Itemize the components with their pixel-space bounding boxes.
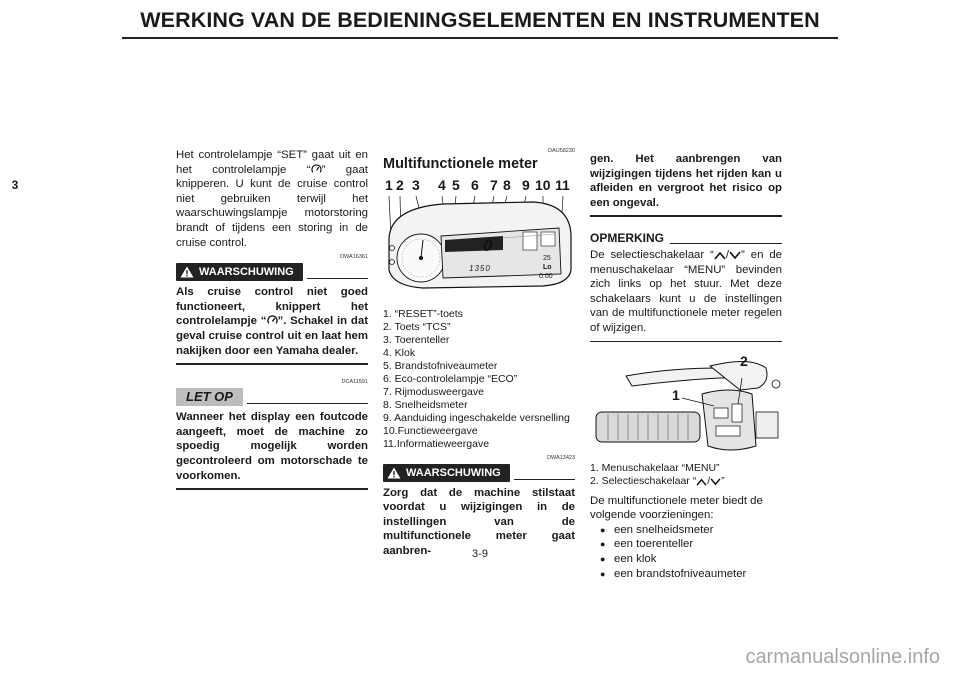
legend-item: 2. Selectieschakelaar “ / ” [590, 474, 725, 487]
cruise-control-icon [311, 164, 322, 175]
list-item: ● een klok [600, 552, 782, 567]
callout-11: 11 [555, 176, 570, 193]
list-item: ● een snelheidsmeter [600, 523, 782, 538]
speed-readout: 0 [483, 235, 493, 255]
note-header [590, 231, 782, 246]
chevron-down-icon [710, 478, 721, 486]
callout-5: 5 [452, 176, 460, 193]
legend-item: 8. Snelheidsmeter [383, 398, 468, 411]
legend-item: 11.Informatieweergave [383, 437, 490, 450]
info-readout-top: 25 [543, 254, 551, 262]
caution-rule [247, 403, 368, 404]
note-end-rule [590, 341, 782, 342]
caution-code: DCA11591 [341, 379, 368, 386]
callout-8: 8 [503, 176, 511, 193]
legend-item: 1. “RESET”-toets [383, 307, 463, 320]
meter-figure [383, 178, 575, 298]
note-text: De selectieschakelaar “ / ” en de menuschakelaar “MENU” bevinden zich links op het stuur. Met deze schakelaars kunt u de instellingen van de multifunctionele meter regelen of wijzigen. [590, 248, 782, 334]
warning-label: WAARSCHUWING [176, 263, 303, 281]
chevron-down-icon [729, 251, 741, 260]
column-right [590, 152, 782, 581]
legend-item: 6. Eco-controlelampje “ECO” [383, 372, 518, 385]
caution-header [176, 388, 368, 406]
warning-triangle-icon [180, 266, 194, 278]
handlebar-legend [590, 462, 782, 488]
chevron-up-icon [696, 478, 707, 486]
callout-10: 10 [535, 176, 551, 193]
warning-text-continued: gen. Het aanbrengen van wijzigingen tijdens het rijden kan u afleiden en vergroot het risico op een ongeval. [590, 153, 782, 209]
handlebar-drawing [590, 348, 782, 458]
warning-header [176, 263, 368, 281]
callout-2: 2 [396, 176, 404, 193]
note-rule [670, 243, 782, 244]
legend-item: 3. Toerenteller [383, 333, 450, 346]
warning-rule [307, 278, 368, 279]
callout-9: 9 [522, 176, 530, 193]
page-title: WERKING VAN DE BEDIENINGSELEMENTEN EN INSTRUMENTEN [140, 8, 820, 32]
odometer-readout: 1350 [469, 263, 491, 273]
meter-legend [383, 308, 575, 451]
list-item: ● een brandstofniveaumeter [600, 567, 782, 582]
legend-item: 7. Rijmodusweergave [383, 385, 484, 398]
warning-triangle-icon [387, 467, 401, 479]
warning-header [383, 464, 575, 482]
note-label: OPMERKING [590, 231, 665, 246]
callout-7: 7 [490, 176, 498, 193]
legend-item: 4. Klok [383, 346, 416, 359]
legend-item: 1. Menuschakelaar “MENU” [590, 461, 720, 474]
page-header [122, 8, 838, 39]
callout-4: 4 [438, 176, 446, 193]
info-readout-mid: Lo [543, 263, 552, 271]
header-rule [122, 37, 838, 39]
legend-item: 2. Toets “TCS” [383, 320, 451, 333]
legend-item: 10.Functieweergave [383, 424, 478, 437]
warning-end-rule [176, 363, 368, 365]
legend-item: 9. Aanduiding ingeschakelde versnelling [383, 411, 570, 424]
column-middle [383, 148, 575, 559]
callout-6: 6 [471, 176, 479, 193]
warning-rule [514, 479, 575, 480]
section-title: Multifunctionele meter [383, 156, 538, 172]
page-number: 3-9 [472, 548, 488, 560]
column-left [176, 148, 368, 490]
caution-label: LET OP [176, 388, 243, 406]
callout-1: 1 [385, 176, 393, 193]
cruise-control-icon [267, 315, 278, 326]
watermark: carmanualsonline.info [745, 646, 940, 668]
intro-paragraph: Het controlelampje “SET” gaat uit en het controlelampje “ ” gaat knipperen. U kunt de cruise control niet gebruiken terwijl het waarschuwingslampje motorstoring brandt of tijdens een storing in de cruise control. [176, 149, 368, 249]
figure-label-1: 1 [672, 386, 680, 403]
caution-end-rule [176, 488, 368, 490]
warning-label: WAARSCHUWING [383, 464, 510, 482]
warning-text: Zorg dat de machine stilstaat voordat u wijzigingen in de instellingen van de multifunctionele meter gaat aanbren- [383, 486, 575, 557]
section-code: DAU58230 [548, 148, 575, 154]
warning-code: DWA13423 [547, 454, 575, 461]
warning-text: Als cruise control niet goed functioneert, knippert het controlelampje “ ”. Schakel in dat geval cruise control uit en laat hem nakijken door een Yamaha dealer. [176, 286, 369, 357]
warning-code: DWA16361 [340, 254, 368, 261]
figure-label-2: 2 [740, 352, 748, 369]
legend-item: 5. Brandstofniveaumeter [383, 359, 498, 372]
info-readout-bottom: 0:00 [539, 272, 553, 280]
callout-3: 3 [412, 176, 420, 193]
handlebar-figure [590, 348, 782, 458]
chapter-tab: 3 [11, 178, 19, 192]
features-intro: De multifunctionele meter biedt de volgende voorzieningen: [590, 494, 763, 522]
list-item: ● een toerenteller [600, 537, 782, 552]
warning-end-rule [590, 215, 782, 217]
chevron-up-icon [714, 251, 726, 260]
caution-text: Wanneer het display een foutcode aangeeft, moet de machine zo spoedig mogelijk worden gecontroleerd om motorschade te voorkomen. [176, 411, 368, 482]
